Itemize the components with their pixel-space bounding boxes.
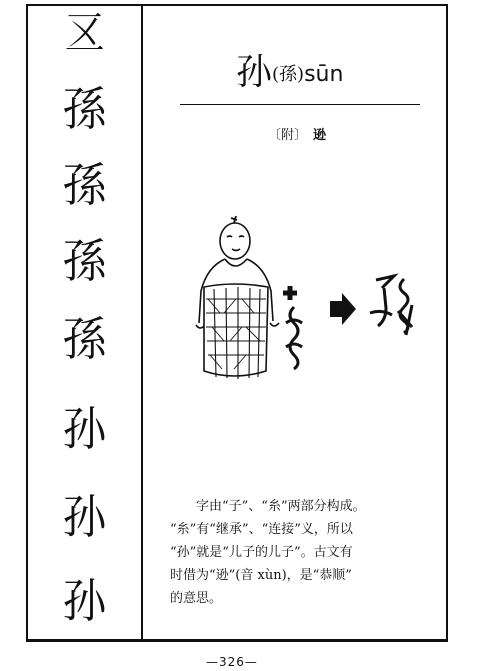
heading-pinyin: sūn: [304, 62, 344, 87]
glyph-regular: 孙: [62, 574, 107, 628]
glyph-running: 孙: [62, 402, 107, 456]
glyph-bronze: 孫: [62, 82, 107, 136]
body-line: 时借为“逊”(音 xùn)，是“恭顺”: [170, 568, 352, 583]
heading-traditional: (孫): [272, 64, 305, 85]
glyph-cursive: 孙: [62, 490, 107, 544]
glyph-small-seal: 孫: [62, 234, 107, 288]
silk-radical-glyph: [286, 307, 302, 369]
entry-heading: [236, 48, 343, 98]
page-number: —326—: [206, 655, 258, 669]
explanation-text: [170, 495, 420, 610]
body-line: 字由“子”、“糸”两部分构成。: [196, 499, 366, 514]
body-line: “孙”就是“儿子的儿子”。古文有: [170, 545, 353, 560]
illustration: [190, 215, 430, 390]
glyph-oracle: 𠄡: [62, 6, 107, 60]
heading-rule: [180, 104, 420, 105]
glyph-seal: 孫: [62, 158, 107, 212]
arrow-icon: [330, 293, 356, 325]
glyph-column: [28, 6, 143, 640]
body-line: 的意思。: [170, 591, 223, 606]
child-carrying-basket-illustration: [196, 216, 279, 379]
appendix: [268, 124, 326, 143]
glyph-clerical: 孫: [62, 312, 107, 366]
plus-sign: [283, 286, 297, 300]
appendix-char: 逊: [313, 128, 327, 143]
heading-char: 孙: [236, 52, 273, 93]
result-seal-glyph: [370, 276, 412, 335]
body-line: “糸”有“继承”、“连接”义，所以: [170, 522, 353, 537]
appendix-label: 〔附〕: [268, 128, 308, 143]
